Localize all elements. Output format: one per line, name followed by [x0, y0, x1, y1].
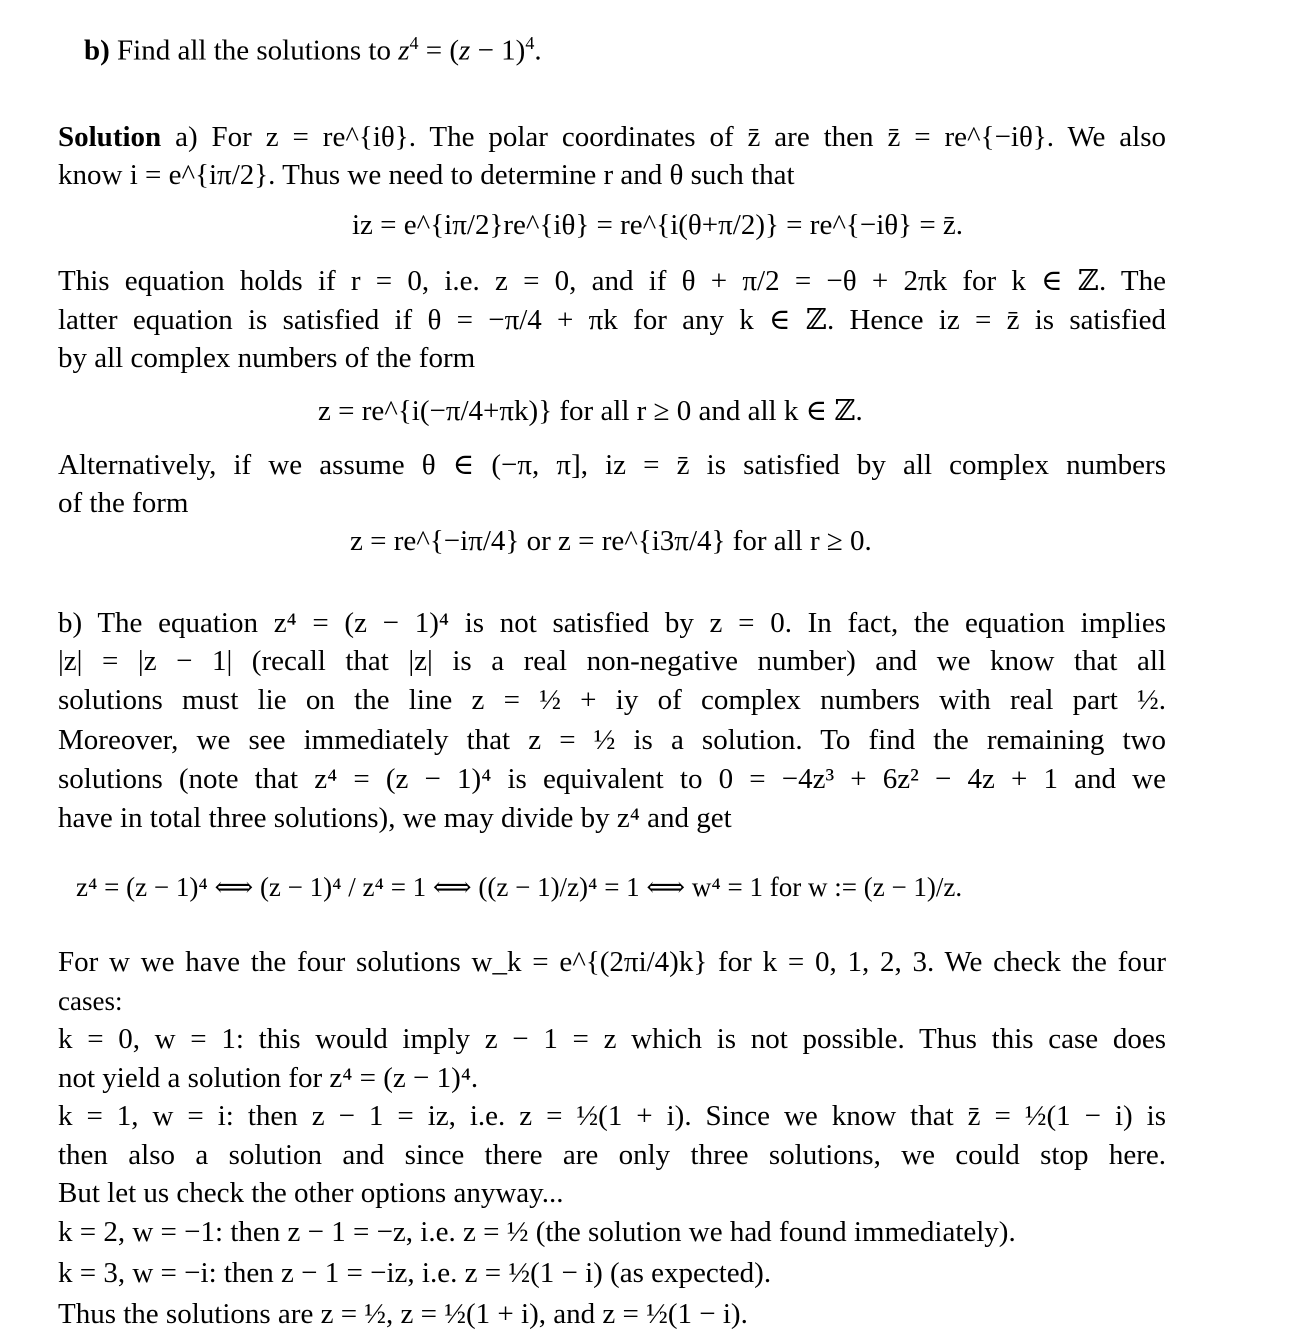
solution-b-line-3: solutions must lie on the line z = ½ + iy of complex numbers with real part ½.: [58, 684, 1166, 716]
solution-b-line-2: |z| = |z − 1| (recall that |z| is a real non-negative number) and we know that all: [58, 645, 1166, 677]
case-k1-line-1: k = 1, w = i: then z − 1 = iz, i.e. z = ½(1 + i). Since we know that z̄ = ½(1 − i) is: [58, 1100, 1166, 1132]
final-solutions-line: Thus the solutions are z = ½, z = ½(1 + i), and z = ½(1 − i).: [58, 1298, 748, 1330]
equation-iz-conjugate: iz = e^{iπ/2}re^{iθ} = re^{i(θ+π/2)} = re^{−iθ} = z̄.: [352, 209, 964, 241]
solution-b-line-5: solutions (note that z⁴ = (z − 1)⁴ is equivalent to 0 = −4z³ + 6z² − 4z + 1 and we: [58, 763, 1166, 795]
case-k0-line-1: k = 0, w = 1: this would imply z − 1 = z which is not possible. Thus this case does: [58, 1023, 1166, 1055]
cases-line-2: cases:: [58, 986, 123, 1016]
solution-b-line-6: have in total three solutions), we may divide by z⁴ and get: [58, 802, 732, 834]
problem-b-statement: b) Find all the solutions to $z^4 = (z - 1)^4$.: [84, 33, 542, 67]
solution-a-para3-line-2: of the form: [58, 487, 189, 519]
cases-line-1: For w we have the four solutions w_k = e^{(2πi/4)k} for k = 0, 1, 2, 3. We check the four: [58, 946, 1166, 978]
case-k2-line: k = 2, w = −1: then z − 1 = −z, i.e. z = ½ (the solution we had found immediately).: [58, 1216, 1016, 1248]
solution-a-line-2: know i = e^{iπ/2}. Thus we need to determine r and θ such that: [58, 159, 795, 191]
case-k1-line-3: But let us check the other options anyway...: [58, 1177, 564, 1209]
solution-a-line-1: Solution a) For z = re^{iθ}. The polar coordinates of z̄ are then z̄ = re^{−iθ}. We also: [58, 121, 1166, 153]
equation-principal-form: z = re^{−iπ/4} or z = re^{i3π/4} for all r ≥ 0.: [350, 525, 872, 557]
case-k0-line-2: not yield a solution for z⁴ = (z − 1)⁴.: [58, 1062, 479, 1094]
case-k1-line-2: then also a solution and since there are only three solutions, we could stop here.: [58, 1139, 1166, 1171]
equation-general-form: z = re^{i(−π/4+πk)} for all r ≥ 0 and all k ∈ ℤ.: [318, 395, 863, 427]
solution-a-para2-line-2: latter equation is satisfied if θ = −π/4 + πk for any k ∈ ℤ. Hence iz = z̄ is satisfied: [58, 304, 1166, 336]
solution-a-para2-line-1: This equation holds if r = 0, i.e. z = 0, and if θ + π/2 = −θ + 2πk for k ∈ ℤ. The: [58, 265, 1166, 297]
solution-a-para3-line-1: Alternatively, if we assume θ ∈ (−π, π], iz = z̄ is satisfied by all complex numbers: [58, 449, 1166, 481]
solution-b-line-4: Moreover, we see immediately that z = ½ is a solution. To find the remaining two: [58, 724, 1166, 756]
solution-a-para2-line-3: by all complex numbers of the form: [58, 342, 476, 374]
solution-b-line-1: b) The equation z⁴ = (z − 1)⁴ is not satisfied by z = 0. In fact, the equation implies: [58, 607, 1166, 639]
equation-w-substitution: z⁴ = (z − 1)⁴ ⟺ (z − 1)⁴ / z⁴ = 1 ⟺ ((z − 1)/z)⁴ = 1 ⟺ w⁴ = 1 for w := (z − 1)/z.: [76, 872, 963, 902]
case-k3-line: k = 3, w = −i: then z − 1 = −iz, i.e. z = ½(1 − i) (as expected).: [58, 1257, 772, 1289]
